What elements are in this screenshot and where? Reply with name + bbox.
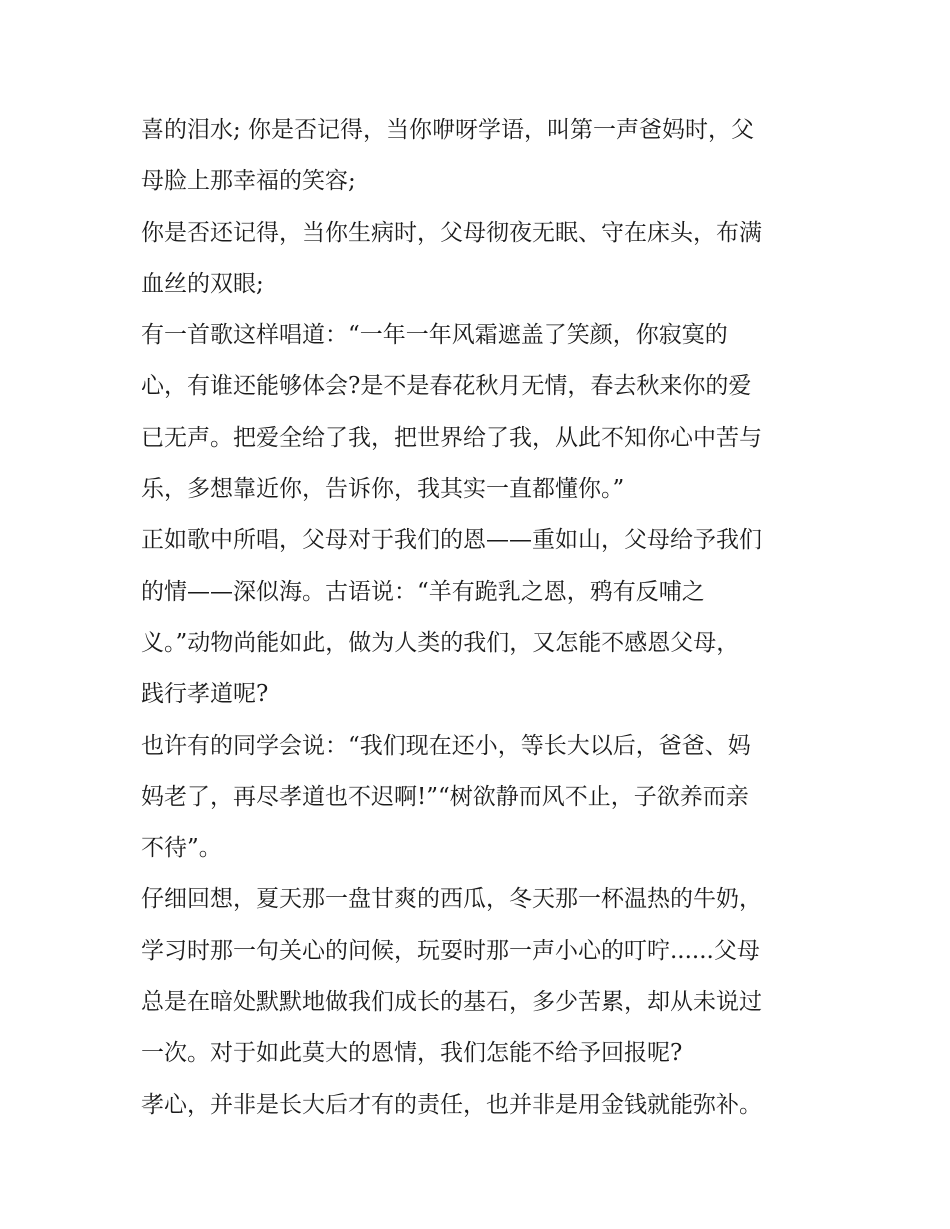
text-line-12: 践行孝道呢?	[141, 681, 269, 708]
text-line-14: 妈老了，再尽孝道也不迟啊!”“树欲静而风不止，子欲养而亲	[141, 783, 749, 810]
text-line-15: 不待”。	[141, 835, 222, 862]
text-line-5: 有一首歌这样唱道：“一年一年风霜遮盖了笑颜，你寂寞的	[141, 322, 728, 349]
text-line-4: 血丝的双眼;	[141, 270, 264, 297]
text-line-3: 你是否还记得，当你生病时，父母彻夜无眠、守在床头，布满	[141, 219, 762, 246]
text-line-2: 母脸上那幸福的笑容;	[141, 168, 356, 195]
text-line-19: 一次。对于如此莫大的恩情，我们怎能不给予回报呢?	[141, 1040, 683, 1067]
essay-body	[141, 105, 821, 1131]
text-line-8: 乐，多想靠近你，告诉你，我其实一直都懂你。”	[141, 476, 625, 503]
text-line-7: 已无声。把爱全给了我，把世界给了我，从此不知你心中苦与	[141, 424, 762, 451]
text-line-20: 孝心，并非是长大后才有的责任，也并非是用金钱就能弥补。	[141, 1091, 762, 1118]
text-line-9: 正如歌中所唱，父母对于我们的恩——重如山，父母给予我们	[141, 527, 762, 554]
text-line-17: 学习时那一句关心的问候，玩耍时那一声小心的叮咛......父母	[141, 937, 760, 964]
text-line-18: 总是在暗处默默地做我们成长的基石，多少苦累，却从未说过	[141, 989, 762, 1016]
text-line-16: 仔细回想，夏天那一盘甘爽的西瓜，冬天那一杯温热的牛奶，	[141, 886, 762, 913]
text-line-6: 心，有谁还能够体会?是不是春花秋月无情，春去秋来你的爱	[141, 373, 752, 400]
text-line-1: 喜的泪水; 你是否记得，当你咿呀学语，叫第一声爸妈时，父	[141, 117, 755, 143]
text-line-10: 的情——深似海。古语说：“羊有跪乳之恩，鸦有反哺之	[141, 578, 705, 605]
text-line-11: 义。”动物尚能如此，做为人类的我们，又怎能不感恩父母，	[141, 629, 740, 656]
text-line-13: 也许有的同学会说：“我们现在还小，等长大以后，爸爸、妈	[141, 732, 751, 759]
